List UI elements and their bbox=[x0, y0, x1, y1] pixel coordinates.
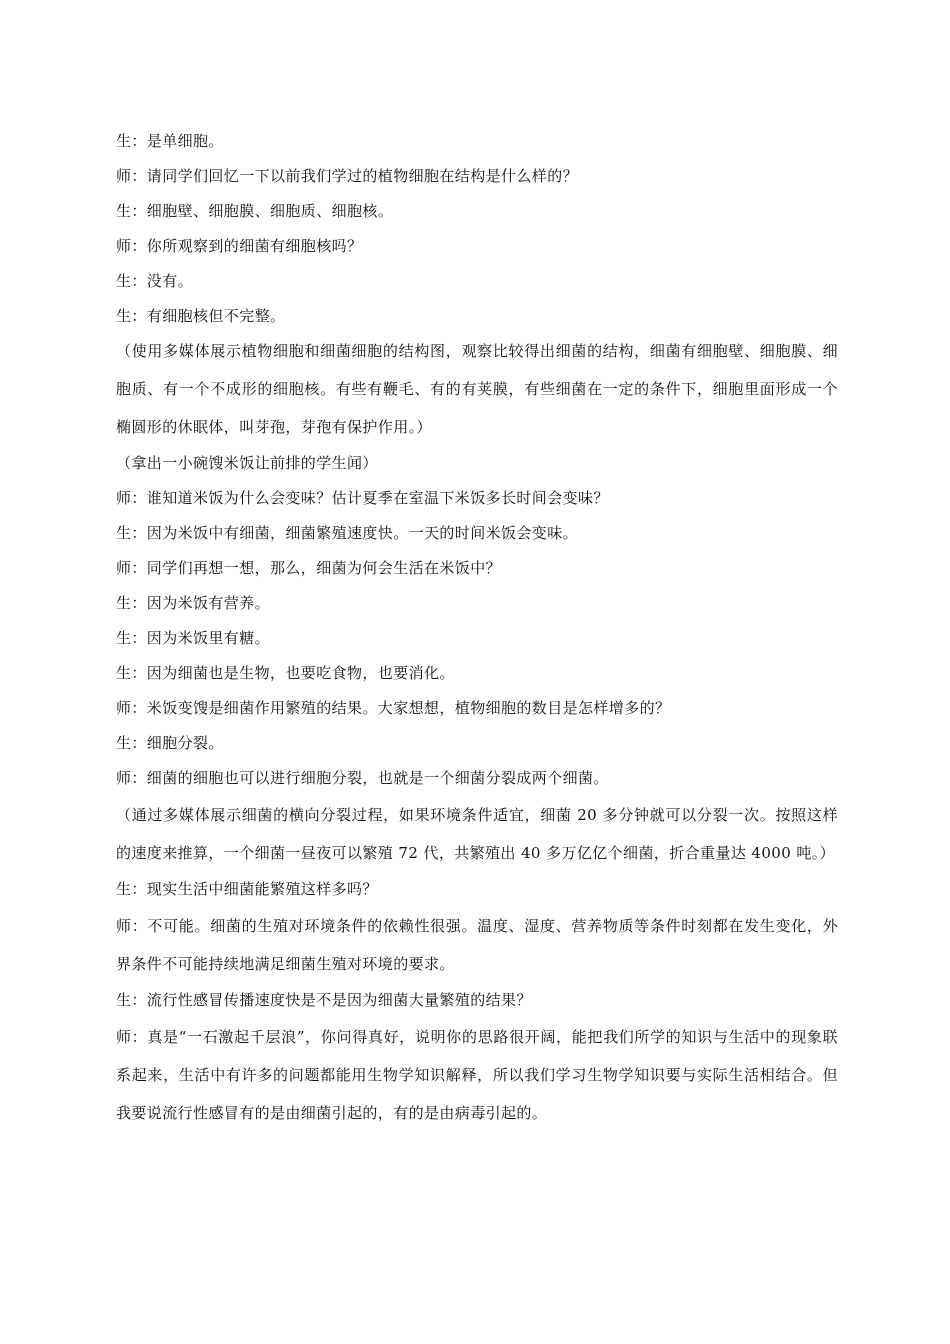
dialogue-line: 生：是单细胞。 bbox=[116, 132, 224, 150]
stage-direction-paragraph: （使用多媒体展示植物细胞和细菌细胞的结构图，观察比较得出细菌的结构，细菌有细胞壁、细胞膜、细胞质、有一个不成形的细胞核。有些有鞭毛、有的有荚膜，有些细菌在一定的条件下，细胞里面形成一个椭圆形的休眠体，叫芽孢，芽孢有保护作用。） bbox=[116, 342, 838, 436]
dialogue-paragraph: 师：真是“一石激起千层浪”，你问得真好，说明你的思路很开阔，能把我们所学的知识与生活中的现象联系起来，生活中有许多的问题都能用生物学知识解释，所以我们学习生物学知识要与实际生活相结合。但我要说流行性感冒有的是由细菌引起的，有的是由病毒引起的。 bbox=[116, 1028, 838, 1122]
dialogue-line: 师：请同学们回忆一下以前我们学过的植物细胞在结构是什么样的？ bbox=[116, 167, 579, 185]
dialogue-line: 师：同学们再想一想，那么，细菌为何会生活在米饭中？ bbox=[116, 559, 502, 577]
dialogue-line: 师：细菌的细胞也可以进行细胞分裂，也就是一个细菌分裂成两个细菌。 bbox=[116, 769, 609, 787]
dialogue-line: 生：因为米饭有营养。 bbox=[116, 594, 271, 612]
dialogue-body bbox=[116, 124, 838, 1132]
dialogue-line: 师：米饭变馊是细菌作用繁殖的结果。大家想想，植物细胞的数目是怎样增多的？ bbox=[116, 699, 671, 717]
dialogue-line: 生：有细胞核但不完整。 bbox=[116, 307, 286, 325]
stage-direction-line: （拿出一小碗馊米饭让前排的学生闻） bbox=[116, 454, 378, 472]
dialogue-line: 生：没有。 bbox=[116, 272, 194, 290]
dialogue-paragraph: 师：不可能。细菌的生殖对环境条件的依赖性很强。温度、湿度、营养物质等条件时刻都在发生变化，外界条件不可能持续地满足细菌生殖对环境的要求。 bbox=[116, 917, 838, 973]
dialogue-line: 师：你所观察到的细菌有细胞核吗？ bbox=[116, 237, 363, 255]
dialogue-line: 生：细胞分裂。 bbox=[116, 734, 224, 752]
dialogue-line: 生：因为米饭中有细菌，细菌繁殖速度快。一天的时间米饭会变味。 bbox=[116, 524, 579, 542]
dialogue-line: 生：现实生活中细菌能繁殖这样多吗？ bbox=[116, 880, 378, 898]
stage-direction-paragraph: （通过多媒体展示细菌的横向分裂过程，如果环境条件适宜，细菌 20 多分钟就可以分裂一次。按照这样的速度来推算，一个细菌一昼夜可以繁殖 72 代，共繁殖出 40 多万亿亿个细菌，折合重量达 4000 吨。） bbox=[116, 806, 838, 862]
dialogue-line: 生：因为米饭里有糖。 bbox=[116, 629, 271, 647]
dialogue-line: 生：流行性感冒传播速度快是不是因为细菌大量繁殖的结果？ bbox=[116, 991, 532, 1009]
dialogue-line: 生：细胞壁、细胞膜、细胞质、细胞核。 bbox=[116, 202, 394, 220]
dialogue-line: 生：因为细菌也是生物，也要吃食物，也要消化。 bbox=[116, 664, 455, 682]
dialogue-line: 师：谁知道米饭为什么会变味？估计夏季在室温下米饭多长时间会变味？ bbox=[116, 489, 609, 507]
